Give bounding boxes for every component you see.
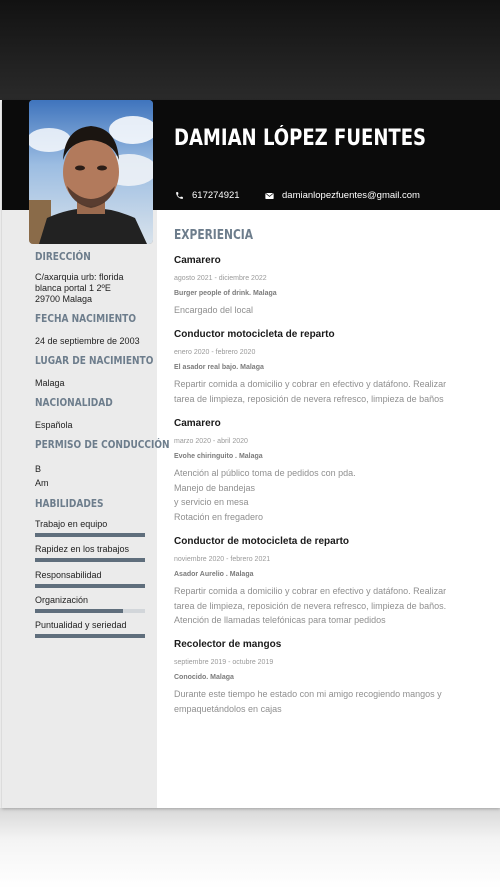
screen-bottom-background — [0, 808, 500, 889]
job-entry — [174, 639, 484, 716]
email-address: damianlopezfuentes@gmail.com — [282, 190, 420, 201]
skill-item — [35, 570, 153, 588]
address-line: 29700 Malaga — [35, 294, 93, 304]
job-description-line: tarea de limpieza, reposición de nevera refresco, limpieza de baños. — [174, 600, 447, 611]
profile-photo-image — [29, 100, 153, 244]
skill-bar — [35, 634, 145, 638]
birthdate-heading: FECHA NACIMIENTO — [35, 312, 136, 325]
job-place: El asador real bajo. Malaga — [174, 364, 264, 371]
job-place: Burger people of drink. Malaga — [174, 290, 277, 297]
contact-email — [264, 190, 420, 201]
skills-heading: HABILIDADES — [35, 497, 104, 510]
skill-bar-fill — [35, 558, 145, 562]
job-description — [174, 584, 484, 628]
job-title: Conductor de motocicleta de reparto — [174, 536, 350, 547]
job-dates: enero 2020 - febrero 2020 — [174, 349, 256, 356]
job-entry — [174, 329, 484, 406]
job-description-line: Encargado del local — [174, 305, 254, 315]
job-dates: septiembre 2019 - octubre 2019 — [174, 659, 274, 666]
phone-number: 617274921 — [192, 190, 240, 201]
job-description — [174, 466, 484, 524]
job-title: Recolector de mangos — [174, 639, 282, 650]
contact-phone — [174, 190, 240, 201]
skill-label: Rapidez en los trabajos — [35, 544, 130, 554]
profile-photo — [29, 100, 153, 244]
nationality-section — [35, 396, 153, 431]
birthplace-heading: LUGAR DE NACIMIENTO — [35, 354, 154, 367]
job-entry — [174, 255, 484, 318]
skill-label: Puntualidad y seriedad — [35, 620, 127, 630]
skill-bar — [35, 558, 145, 562]
job-description-line: Durante este tiempo he estado con mi amigo recogiendo mangos y — [174, 689, 442, 699]
job-description-line: Rotación en fregadero — [174, 511, 264, 522]
job-description — [174, 687, 484, 716]
address-section — [35, 250, 153, 305]
skill-bar-fill — [35, 533, 145, 537]
job-description — [174, 377, 484, 406]
job-place: Evohe chiringuito . Malaga — [174, 453, 263, 460]
skill-bar — [35, 584, 145, 588]
license-type: Am — [35, 478, 49, 488]
experience-section — [174, 228, 484, 243]
job-dates: agosto 2021 - diciembre 2022 — [174, 275, 267, 282]
birthdate-section — [35, 312, 153, 347]
job-description-line: Atención al público toma de pedidos con pda. — [174, 468, 356, 478]
job-description-line: Atención de llamadas telefónicas para tomar pedidos — [174, 615, 386, 625]
job-title: Conductor motocicleta de reparto — [174, 329, 335, 340]
address-line: blanca portal 1 2ºE — [35, 283, 111, 293]
job-description-line: Repartir comida a domicilio y cobrar en efectivo y datáfono. Realizar — [174, 586, 447, 596]
envelope-icon — [264, 191, 274, 201]
resume-page — [2, 100, 500, 808]
skill-bar-fill — [35, 584, 145, 588]
experience-heading: EXPERIENCIA — [174, 228, 254, 243]
nationality-value: Española — [35, 420, 73, 430]
license-type: B — [35, 464, 42, 474]
license-section — [35, 438, 170, 490]
license-heading: PERMISO DE CONDUCCIÓN — [35, 438, 170, 451]
skill-bar-fill — [35, 634, 145, 638]
job-description-line: y servicio en mesa — [174, 497, 249, 507]
job-description-line: tarea de limpieza, reposición de nevera refresco, limpieza de baños — [174, 393, 444, 404]
skill-label: Responsabilidad — [35, 570, 102, 580]
skill-label: Organización — [35, 595, 89, 605]
job-entry — [174, 536, 484, 628]
job-entry — [174, 418, 484, 524]
skill-bar — [35, 609, 145, 613]
job-dates: noviembre 2020 - febrero 2021 — [174, 556, 271, 563]
job-title: Camarero — [174, 418, 221, 429]
phone-icon — [174, 191, 184, 201]
skill-item — [35, 519, 153, 537]
skill-bar-fill — [35, 609, 123, 613]
job-place: Asador Aurelio . Malaga — [174, 571, 254, 578]
screen-top-background — [0, 0, 500, 100]
birthdate-value: 24 de septiembre de 2003 — [35, 336, 140, 346]
job-place: Conocido. Malaga — [174, 674, 234, 681]
job-description-line: empaquetándolos en cajas — [174, 703, 282, 714]
job-description-line: Repartir comida a domicilio y cobrar en efectivo y datáfono. Realizar — [174, 379, 447, 389]
job-title: Camarero — [174, 255, 221, 266]
job-dates: marzo 2020 - abril 2020 — [174, 438, 248, 445]
skills-section — [35, 497, 153, 510]
candidate-name: DAMIAN LÓPEZ FUENTES — [174, 126, 427, 151]
skill-item — [35, 544, 153, 562]
skill-item — [35, 620, 153, 638]
skill-item — [35, 595, 153, 613]
address-line: C/axarquia urb: florida — [35, 272, 124, 282]
skill-label: Trabajo en equipo — [35, 519, 108, 529]
birthplace-value: Malaga — [35, 378, 65, 388]
birthplace-section — [35, 354, 153, 389]
job-description-line: Manejo de bandejas — [174, 482, 256, 493]
nationality-heading: NACIONALIDAD — [35, 396, 113, 409]
job-description — [174, 303, 484, 318]
address-heading: DIRECCIÓN — [35, 250, 91, 263]
skill-bar — [35, 533, 145, 537]
